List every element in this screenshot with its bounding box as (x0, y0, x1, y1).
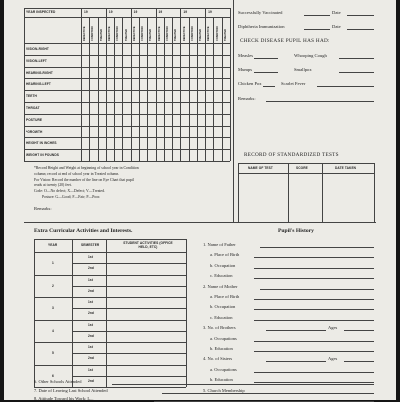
sub-column-header: CONDITION (141, 26, 145, 41)
history-item: 3. No. of Brothers (203, 325, 236, 331)
fill-line (254, 320, 374, 321)
vaccination-remarks-label: Remarks: (238, 96, 256, 101)
remarks-line (266, 101, 374, 102)
grid-line (72, 376, 186, 377)
activities-column-header: STUDENT ACTIVITIES (OFFICE HELD, ETC) (123, 241, 173, 249)
fill-line (254, 268, 374, 269)
fill-line (254, 58, 278, 59)
sub-column-header: TREATED (124, 28, 128, 41)
fill-line (339, 58, 374, 59)
grid-line (72, 353, 186, 354)
grid-line (72, 263, 186, 264)
sub-column-header: DEFECTIVE (207, 26, 211, 41)
activity-semester: 1st (88, 367, 93, 372)
fill-line (254, 72, 278, 73)
grid-line (34, 239, 186, 240)
sub-column-header: DEFECTIVE (182, 26, 186, 41)
grid-line (24, 161, 230, 162)
fill-line (254, 299, 374, 300)
disease-label: Mumps (238, 67, 253, 72)
health-row-label: TEETH (26, 94, 37, 99)
grid-line (238, 173, 374, 174)
grid-line (156, 8, 157, 161)
sub-column-header: TREATED (99, 28, 103, 41)
bottom-item: 8. Attitude Toward his Work: L... (34, 396, 94, 401)
sub-column-header: TREATED (174, 28, 178, 41)
history-item: b. Occupation (210, 262, 236, 268)
grid-line (230, 8, 231, 161)
health-note: *Record Height and Weight at beginning of school year in Condition (34, 166, 139, 170)
activity-semester: 1st (88, 255, 93, 259)
history-item: 4. No. of Sisters (203, 356, 233, 362)
sub-column-header: CONDITION (190, 26, 194, 41)
history-item: a. Place of Birth (210, 252, 240, 258)
health-row-label: *GROWTH (26, 129, 43, 134)
activities-column-header: YEAR (48, 243, 58, 247)
history-item: a. Occupations (210, 366, 237, 372)
year-cell: 19 (183, 10, 188, 14)
grid-line (24, 78, 230, 79)
grid-line (24, 126, 230, 127)
activity-semester: 2nd (88, 333, 94, 338)
grid-line (34, 297, 186, 298)
fill-line (347, 15, 374, 16)
grid-line (213, 17, 214, 161)
sub-column-header: DEFECTIVE (83, 26, 87, 41)
grid-line (89, 17, 90, 161)
grid-line (205, 8, 206, 161)
grid-line (72, 331, 186, 332)
health-note: Code: O—No defect; X—Defect; V—Treated. (34, 189, 105, 194)
health-note: column; record at end of school year in Treated column. (34, 171, 120, 176)
sub-column-header: TREATED (149, 28, 153, 41)
year-cell: 19 (133, 10, 138, 14)
bottom-item: 6. Other Schools Attended (34, 379, 82, 384)
history-item: a. Occupations (210, 335, 237, 341)
middle-divider (24, 222, 376, 223)
ages-label: Ages (328, 356, 338, 362)
sub-column-header: DEFECTIVE (108, 26, 112, 41)
fill-line (254, 372, 374, 373)
disease-label: Scarlet Fever (281, 81, 306, 86)
fill-line (254, 309, 374, 310)
grid-line (180, 8, 181, 161)
school-record-page (4, 0, 396, 400)
grid-line (24, 137, 230, 138)
grid-line (288, 163, 289, 222)
fill-line (266, 330, 326, 331)
disease-label: Measles (238, 53, 254, 58)
activity-year: 6 (52, 373, 54, 378)
history-item: 2. Name of Mother (203, 283, 238, 289)
health-row-label: VISION-LEFT (26, 58, 47, 63)
activity-year: 1 (52, 261, 54, 266)
date-label: Date (332, 10, 341, 15)
history-item: 5. Church Membership (203, 387, 245, 393)
grid-line (24, 8, 25, 161)
history-item: b. Education (210, 377, 233, 383)
column-divider (233, 0, 234, 222)
history-item: a. Place of Birth (210, 294, 240, 299)
disease-label: Chicken Pox (238, 81, 262, 86)
grid-line (34, 365, 186, 366)
grid-line (172, 17, 173, 161)
grid-line (189, 17, 190, 161)
grid-line (164, 17, 165, 161)
health-row-label: WEIGHT IN POUNDS (26, 153, 59, 158)
health-row-label: VISION-RIGHT (26, 47, 49, 51)
grid-line (222, 17, 223, 161)
history-item: 1. Name of Father (203, 242, 236, 247)
activity-semester: 2nd (88, 266, 94, 271)
activity-semester: 1st (88, 277, 93, 282)
disease-label: Smallpox (294, 67, 312, 72)
activity-semester: 2nd (88, 378, 94, 383)
fill-line (344, 361, 374, 362)
activity-year: 4 (52, 328, 54, 333)
sub-column-header: CONDITION (116, 26, 120, 41)
grid-line (24, 17, 230, 18)
grid-line (24, 90, 230, 91)
fill-line (266, 361, 326, 362)
grid-line (72, 286, 186, 287)
fill-line (317, 86, 374, 87)
fill-line (344, 330, 374, 331)
sub-column-header: TREATED (199, 28, 203, 41)
grid-line (106, 8, 107, 161)
health-note: For Vision: Record the number of the line on Eye Chart that pupil (34, 177, 134, 182)
grid-line (374, 163, 375, 222)
sub-column-header: TREATED (223, 28, 227, 41)
activity-semester: 2nd (88, 311, 94, 316)
tests-heading: RECORD OF STANDARDIZED TESTS (244, 152, 339, 158)
sub-column-header: CONDITION (165, 26, 169, 41)
grid-line (34, 320, 186, 321)
sub-column-header: CONDITION (91, 26, 95, 41)
activity-semester: 2nd (88, 288, 94, 293)
health-row-label: HEARING-RIGHT (26, 70, 53, 75)
year-inspected-label: YEAR INSPECTED (26, 10, 56, 14)
sub-column-header: DEFECTIVE (157, 26, 161, 41)
grid-line (24, 55, 230, 56)
grid-line (24, 67, 230, 68)
health-row-label: HEARING-LEFT (26, 82, 51, 87)
health-note: Posture: G—Good; F—Fair; P—Poor. (42, 195, 101, 199)
fill-line (304, 29, 330, 30)
health-note: reads at twenty (20) feet. (34, 183, 72, 188)
health-remarks-label: Remarks: (34, 206, 52, 211)
tests-column-header: NAME OF TEST (248, 166, 273, 170)
grid-line (322, 163, 323, 222)
history-item: c. Education (210, 314, 233, 320)
fill-line (254, 278, 374, 279)
fill-line (254, 257, 374, 258)
history-item: b. Occupation (210, 304, 236, 310)
activities-heading: Extra Curricular Activities and Interests. (34, 228, 133, 234)
history-heading: Pupil's History (278, 228, 314, 234)
year-cell: 19 (158, 10, 163, 14)
activity-year: 2 (52, 283, 54, 288)
year-cell: 19 (84, 10, 88, 14)
fill-line (263, 86, 275, 87)
fill-line (347, 29, 374, 30)
activity-year: 5 (52, 351, 54, 356)
activity-semester: 2nd (88, 356, 94, 361)
grid-line (131, 8, 132, 161)
fill-line (339, 72, 374, 73)
fill-line (260, 247, 374, 248)
activities-column-header: SEMESTER (81, 243, 100, 247)
grid-line (186, 239, 187, 387)
bottom-item: 7. Date of Leaving Last School Attended (34, 387, 108, 393)
grid-line (24, 102, 230, 103)
grid-line (72, 308, 186, 309)
grid-line (24, 43, 230, 44)
fill-line (260, 289, 374, 290)
activity-semester: 1st (88, 300, 93, 304)
tests-column-header: DATE TAKEN (335, 166, 357, 170)
health-table-top-border (24, 8, 230, 9)
tests-column-header: SCORE (296, 166, 308, 170)
fill-line (162, 393, 374, 394)
fill-line (254, 351, 374, 352)
grid-line (114, 17, 115, 161)
vaccination-line-label: Diphtheria Immunization (238, 24, 285, 29)
ages-label: Ages (328, 325, 338, 331)
date-label: Date (332, 24, 341, 29)
grid-line (24, 114, 230, 115)
health-row-label: THROAT (26, 106, 40, 110)
grid-line (238, 163, 374, 164)
history-item: c. Education (210, 273, 233, 279)
grid-line (139, 17, 140, 161)
activity-semester: 1st (88, 345, 93, 349)
activity-year: 3 (52, 306, 54, 311)
grid-line (34, 342, 186, 343)
grid-line (34, 275, 186, 276)
grid-line (197, 17, 198, 161)
history-item: b. Education (210, 346, 233, 351)
health-row-label: HEIGHT IN INCHES (26, 141, 57, 146)
fill-line (254, 341, 374, 342)
fill-line (112, 384, 374, 385)
grid-line (34, 252, 186, 253)
health-row-label: POSTURE (26, 117, 43, 122)
grid-line (147, 17, 148, 161)
grid-line (122, 17, 123, 161)
grid-line (238, 163, 239, 222)
grid-line (81, 8, 82, 161)
year-cell: 19 (108, 10, 113, 14)
disease-label: Whooping Cough (294, 53, 327, 58)
year-cell: 19 (208, 10, 212, 14)
sub-column-header: CONDITION (215, 26, 219, 41)
activity-semester: 1st (88, 322, 93, 327)
disease-heading: CHECK DISEASE PUPIL HAS HAD: (240, 38, 330, 44)
grid-line (98, 17, 99, 161)
vaccination-line-label: Successfully Vaccinated (238, 10, 283, 15)
sub-column-header: DEFECTIVE (132, 26, 136, 41)
fill-line (304, 15, 330, 16)
grid-line (24, 149, 230, 150)
